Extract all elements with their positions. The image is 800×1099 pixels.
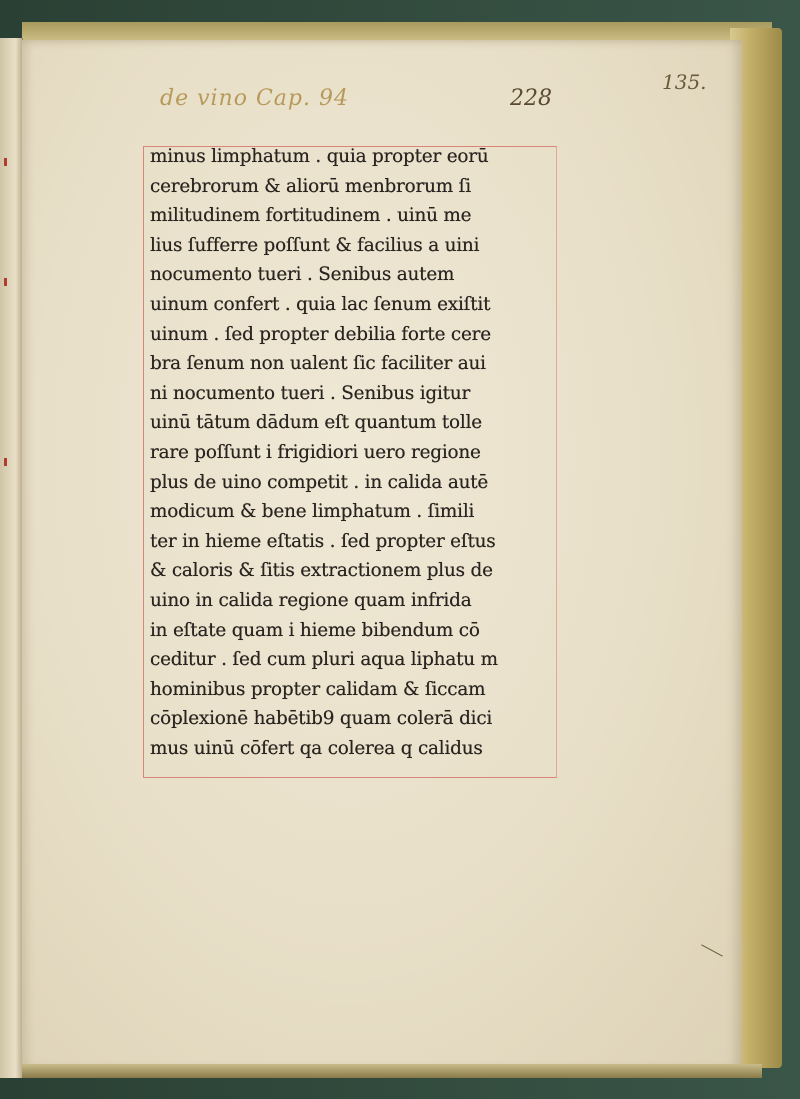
text-line: militudinem fortitudinem . uinū me xyxy=(150,205,472,227)
text-line: in eſtate quam i hieme bibendum cō xyxy=(150,619,480,641)
text-line: bra ſenum non ualent ſic faciliter aui xyxy=(150,353,486,375)
text-line: cerebrorum & aliorū menbrorum ſi xyxy=(150,175,471,197)
text-block xyxy=(150,142,550,763)
text-line: ter in hieme eſtatis . ſed propter eſtus xyxy=(150,530,496,552)
facing-page-edge xyxy=(0,38,23,1078)
manuscript-annotation: de vino Cap. 94 xyxy=(160,86,349,111)
text-line: modicum & bene limphatum . ſimili xyxy=(150,501,475,523)
rubric-mark xyxy=(4,458,7,466)
page-bottom-edge xyxy=(22,1064,762,1078)
text-line: lius ſufferre poſſunt & facilius a uini xyxy=(150,234,480,256)
text-line: uino in calida regione quam infrida xyxy=(150,589,472,611)
text-line: plus de uino competit . in calida autē xyxy=(150,471,489,493)
rubric-mark xyxy=(4,278,7,286)
text-line: mus uinū cōfert qa colerea q calidus xyxy=(150,737,483,759)
text-line: uinum . ſed propter debilia forte cere xyxy=(150,323,491,345)
text-line: uinū tātum dādum eſt quantum tolle xyxy=(150,412,482,434)
folio-number: 228 xyxy=(510,86,552,111)
text-line: minus limphatum . quia propter eorū xyxy=(150,146,489,167)
text-line: nocumento tueri . Senibus autem xyxy=(150,264,455,286)
text-line: ceditur . ſed cum pluri aqua liphatu m xyxy=(150,649,498,671)
text-line: ni nocumento tueri . Senibus igitur xyxy=(150,382,471,404)
text-line: hominibus propter calidam & ſiccam xyxy=(150,678,486,700)
rubric-mark xyxy=(4,158,7,166)
text-line: & caloris & ſitis extractionem plus de xyxy=(150,560,493,582)
text-line: cōplexionē habētib9 quam colerā dici xyxy=(150,708,493,730)
text-line: rare poſſunt i frigidiori uero regione xyxy=(150,441,481,463)
text-line: uinum confert . quia lac ſenum exiſtit xyxy=(150,293,491,315)
page-top-edge xyxy=(22,22,772,42)
corner-number: 135. xyxy=(662,70,707,94)
